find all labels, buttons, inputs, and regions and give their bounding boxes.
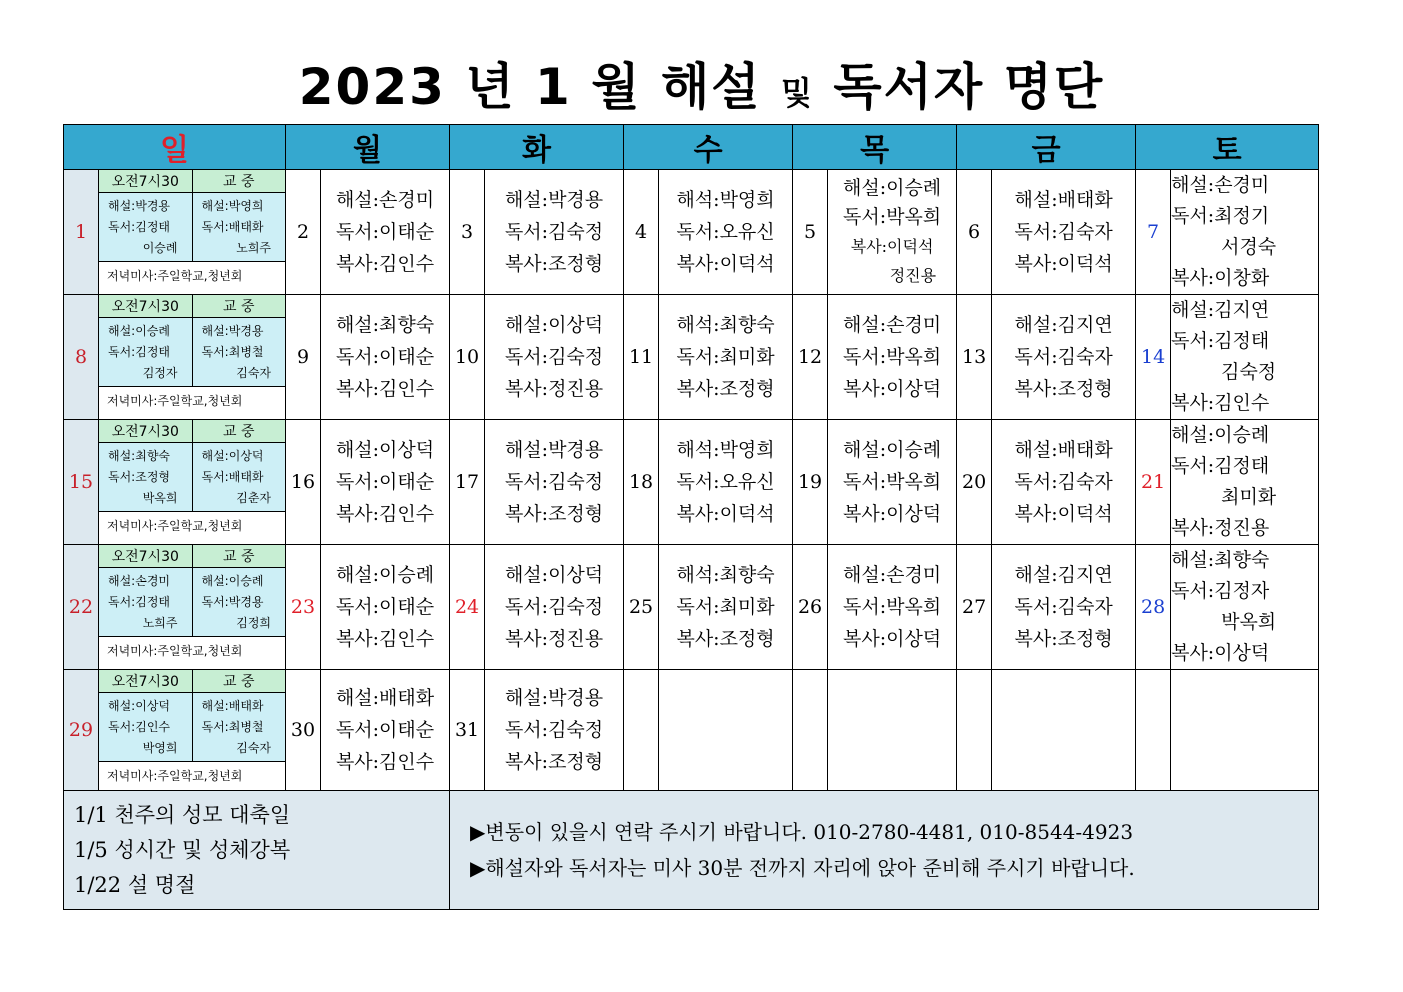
assign-extra: 박옥희 [142, 490, 178, 505]
evening-mass: 저녁미사:주일학교,청년회 [99, 512, 285, 539]
day-assignments [659, 295, 793, 420]
assignment-line: 해석:최향숙 [676, 314, 775, 336]
saturday-assignments [1171, 670, 1319, 791]
day-assignments [485, 420, 624, 545]
assignment-line: 복사:이상덕 [842, 378, 942, 400]
day-date: 23 [286, 545, 321, 670]
day-assignments [992, 545, 1136, 670]
day-assignments [321, 670, 450, 791]
day-assignments [321, 545, 450, 670]
feast-note: 1/22 설 명절 [74, 872, 196, 897]
assignment-line: 복사:이상덕 [1171, 642, 1270, 664]
assignment-line: 독서:김숙자 [1014, 346, 1113, 368]
assign-line: 독서:최병철 [201, 719, 264, 734]
assign-extra: 노희주 [236, 240, 272, 255]
day-date: 13 [957, 295, 992, 420]
assignment-line: 복사:조정형 [676, 628, 775, 650]
day-date: 25 [624, 545, 659, 670]
day-assignments [659, 545, 793, 670]
assignment-line: 복사:이덕석 [676, 503, 775, 525]
day-date: 30 [286, 670, 321, 791]
mass-assign-a [99, 693, 192, 762]
assignment-line: 복사:조정형 [1014, 378, 1113, 400]
assign-line: 해설:이승례 [108, 323, 171, 338]
day-date [624, 670, 659, 791]
day-date: 3 [450, 170, 485, 295]
assignment-line: 해설:손경미 [335, 189, 435, 211]
day-assignments [992, 670, 1136, 791]
assignment-line: 해설:배태화 [1014, 189, 1113, 211]
assign-line: 독서:배태화 [201, 469, 264, 484]
assignment-line: 복사:김인수 [335, 253, 435, 275]
mass-assign-a [99, 568, 192, 637]
sunday-date: 22 [64, 545, 99, 670]
assignment-line: 해설:이상덕 [504, 314, 604, 336]
assignment-line: 복사:조정형 [504, 503, 604, 525]
day-assignments [485, 545, 624, 670]
day-assignments [992, 170, 1136, 295]
week-row [64, 170, 1319, 295]
header-sunday: 일 [64, 125, 286, 170]
assignment-line: 해석:박영희 [676, 189, 775, 211]
assignment-line: 독서:김정태 [1171, 455, 1270, 477]
assignment-line: 복사:조정형 [676, 378, 775, 400]
day-date: 17 [450, 420, 485, 545]
assignment-line: 독서:오유신 [676, 221, 775, 243]
assignment-line: 해설:손경미 [842, 314, 942, 336]
morning-mass-time: 오전7시30 [99, 295, 192, 318]
mass-assign-a [99, 193, 192, 262]
evening-mass: 저녁미사:주일학교,청년회 [99, 762, 285, 789]
day-assignments [321, 420, 450, 545]
week-row [64, 420, 1319, 545]
schedule-table [63, 124, 1319, 910]
day-date: 5 [793, 170, 828, 295]
assign-line: 독서:조정형 [108, 469, 171, 484]
day-assignments [485, 170, 624, 295]
assign-line: 해설:이승례 [201, 573, 264, 588]
assignment-line: 해설:배태화 [1014, 439, 1113, 461]
sunday-mass-box [99, 545, 286, 670]
assignment-line: 독서:최미화 [676, 346, 775, 368]
mass-assign-b [192, 443, 285, 512]
sunday-date: 29 [64, 670, 99, 791]
assignment-line: 독서:최미화 [676, 596, 775, 618]
assignment-line: 복사:김인수 [335, 628, 435, 650]
assignment-line: 해설:손경미 [842, 564, 942, 586]
assign-line: 해설:박경용 [108, 198, 171, 213]
assignment-line: 해설:손경미 [1171, 174, 1270, 196]
assignment-line: 복사:이상덕 [842, 628, 942, 650]
day-date: 2 [286, 170, 321, 295]
saturday-date: 28 [1136, 545, 1171, 670]
sunday-mass-box [99, 420, 286, 545]
day-assignments [992, 295, 1136, 420]
day-date: 24 [450, 545, 485, 670]
assign-extra: 김숙자 [236, 740, 272, 755]
title-part1: 2023 년 1 월 해설 [298, 58, 762, 116]
saturday-assignments [1171, 295, 1319, 420]
week-row [64, 295, 1319, 420]
assign-line: 독서:김정태 [108, 594, 171, 609]
assignment-line: 해설:이승례 [335, 564, 435, 586]
assignment-line: 해설:이승례 [842, 177, 942, 199]
day-assignments [659, 420, 793, 545]
saturday-date: 7 [1136, 170, 1171, 295]
page-title [0, 52, 1403, 122]
assignment-line: 해설:이승례 [1171, 424, 1270, 446]
assign-extra: 김춘자 [236, 490, 272, 505]
mass-assign-b [192, 193, 285, 262]
assign-line: 독서:김정태 [108, 344, 171, 359]
assign-line: 해설:배태화 [201, 698, 264, 713]
mass-assign-a [99, 443, 192, 512]
sunday-mass-box [99, 170, 286, 295]
assignment-line: 독서:김숙정 [504, 471, 604, 493]
sunday-mass-table [99, 295, 285, 413]
day-assignments [321, 170, 450, 295]
assignment-line: 복사:이덕석 [1014, 503, 1113, 525]
assign-line: 해설:박경용 [201, 323, 264, 338]
day-date [793, 670, 828, 791]
assign-line: 독서:박경용 [201, 594, 264, 609]
assignment-line: 독서:김숙자 [1014, 471, 1113, 493]
mass-group: 교 중 [192, 170, 285, 193]
mass-assign-a [99, 318, 192, 387]
assignment-line: 독서:최정기 [1171, 205, 1270, 227]
assignment-line: 독서:이태순 [335, 596, 435, 618]
notice-line: ▶변동이 있을시 연락 주시기 바랍니다. 010-2780-4481, 010-8544-4923 [470, 820, 1134, 844]
day-assignments [828, 420, 957, 545]
sunday-date: 8 [64, 295, 99, 420]
assignment-line: 독서:김정태 [1171, 330, 1270, 352]
sunday-mass-box [99, 670, 286, 791]
sunday-date: 15 [64, 420, 99, 545]
assignment-line: 독서:박옥희 [842, 346, 942, 368]
assign-line: 해설:이상덕 [201, 448, 264, 463]
assignment-line: 복사:조정형 [504, 253, 604, 275]
feast-note: 1/5 성시간 및 성체강복 [74, 837, 291, 862]
assignment-line: 복사:이덕석 [850, 237, 934, 256]
day-assignments [992, 420, 1136, 545]
week-row [64, 545, 1319, 670]
assignment-line: 독서:김정자 [1171, 580, 1270, 602]
saturday-date: 21 [1136, 420, 1171, 545]
assignment-line: 복사:이창화 [1171, 267, 1270, 289]
day-assignments [828, 170, 957, 295]
header-row [64, 125, 1319, 170]
day-assignments [321, 295, 450, 420]
assign-line: 독서:김인수 [108, 719, 171, 734]
evening-mass: 저녁미사:주일학교,청년회 [99, 262, 285, 289]
mass-group: 교 중 [192, 295, 285, 318]
assignment-line: 복사:정진용 [1171, 517, 1270, 539]
assignment-line: 복사:조정형 [504, 751, 604, 773]
assign-line: 해설:손경미 [108, 573, 171, 588]
assign-line: 독서:최병철 [201, 344, 264, 359]
title-part2: 및 [780, 74, 814, 112]
assignment-line: 해석:최향숙 [676, 564, 775, 586]
assignment-line: 복사:김인수 [335, 378, 435, 400]
assignment-line: 복사:이덕석 [1014, 253, 1113, 275]
day-assignments [828, 545, 957, 670]
mass-assign-b [192, 318, 285, 387]
title-part3: 독서자 명단 [833, 58, 1105, 116]
assignment-line: 해설:최향숙 [335, 314, 435, 336]
assignment-line: 복사:이상덕 [842, 503, 942, 525]
header-tuesday: 화 [450, 125, 624, 170]
assign-line: 독서:김정태 [108, 219, 171, 234]
day-assignments [828, 670, 957, 791]
footer-notices [450, 791, 1319, 910]
assign-extra: 노희주 [142, 615, 178, 630]
assignment-line: 해설:박경용 [504, 687, 604, 709]
assignment-line: 복사:조정형 [1014, 628, 1113, 650]
day-date [957, 670, 992, 791]
day-date: 20 [957, 420, 992, 545]
sunday-date: 1 [64, 170, 99, 295]
morning-mass-time: 오전7시30 [99, 545, 192, 568]
mass-group: 교 중 [192, 670, 285, 693]
day-date: 26 [793, 545, 828, 670]
assignment-line: 독서:이태순 [335, 719, 435, 741]
morning-mass-time: 오전7시30 [99, 670, 192, 693]
day-assignments [828, 295, 957, 420]
assignment-line: 복사:김인수 [335, 751, 435, 773]
day-assignments [485, 295, 624, 420]
assign-line: 해설:박영희 [201, 198, 264, 213]
day-assignments [659, 170, 793, 295]
day-date: 19 [793, 420, 828, 545]
footer-notes [64, 791, 450, 910]
assignment-line: 해설:이상덕 [335, 439, 435, 461]
day-assignments [659, 670, 793, 791]
saturday-date [1136, 670, 1171, 791]
week-row [64, 670, 1319, 791]
day-date: 9 [286, 295, 321, 420]
assignment-line: 해설:박경용 [504, 439, 604, 461]
saturday-assignments [1171, 420, 1319, 545]
assignment-line: 해석:박영희 [676, 439, 775, 461]
assignment-line: 복사:김인수 [1171, 392, 1270, 414]
mass-assign-b [192, 693, 285, 762]
assignment-line: 독서:박옥희 [842, 206, 942, 228]
assignment-line: 정진용 [889, 266, 937, 285]
assignment-line: 김숙정 [1221, 361, 1277, 383]
morning-mass-time: 오전7시30 [99, 170, 192, 193]
assignment-line: 해설:김지연 [1171, 299, 1270, 321]
day-date: 16 [286, 420, 321, 545]
sunday-mass-table [99, 545, 285, 663]
assign-extra: 김정자 [142, 365, 178, 380]
day-date: 11 [624, 295, 659, 420]
assignment-line: 독서:이태순 [335, 221, 435, 243]
assignment-line: 최미화 [1221, 486, 1277, 508]
evening-mass: 저녁미사:주일학교,청년회 [99, 637, 285, 664]
feast-note: 1/1 천주의 성모 대축일 [74, 802, 291, 827]
notice-line: ▶해설자와 독서자는 미사 30분 전까지 자리에 앉아 준비해 주시기 바랍니다. [470, 856, 1135, 880]
assignment-line: 독서:이태순 [335, 346, 435, 368]
assign-extra: 김숙자 [236, 365, 272, 380]
assignment-line: 복사:이덕석 [676, 253, 775, 275]
assign-line: 독서:배태화 [201, 219, 264, 234]
assignment-line: 독서:박옥희 [842, 471, 942, 493]
day-date: 31 [450, 670, 485, 791]
assignment-line: 독서:김숙정 [504, 346, 604, 368]
assignment-line: 복사:정진용 [504, 628, 604, 650]
day-date: 6 [957, 170, 992, 295]
assignment-line: 독서:박옥희 [842, 596, 942, 618]
header-monday: 월 [286, 125, 450, 170]
sunday-mass-table [99, 170, 285, 288]
assignment-line: 복사:정진용 [504, 378, 604, 400]
assignment-line: 독서:김숙정 [504, 221, 604, 243]
assignment-line: 독서:이태순 [335, 471, 435, 493]
header-saturday: 토 [1136, 125, 1319, 170]
assignment-line: 해설:최향숙 [1171, 549, 1270, 571]
assignment-line: 독서:김숙자 [1014, 596, 1113, 618]
assign-line: 해설:이상덕 [108, 698, 171, 713]
assign-extra: 이승례 [142, 240, 178, 255]
assignment-line: 독서:김숙자 [1014, 221, 1113, 243]
day-date: 4 [624, 170, 659, 295]
sunday-mass-table [99, 670, 285, 788]
assignment-line: 해설:이승례 [842, 439, 942, 461]
assign-extra: 김정희 [236, 615, 272, 630]
saturday-assignments [1171, 545, 1319, 670]
assignment-line: 서경숙 [1221, 236, 1277, 258]
assignment-line: 해설:박경용 [504, 189, 604, 211]
saturday-date: 14 [1136, 295, 1171, 420]
assignment-line: 해설:이상덕 [504, 564, 604, 586]
sunday-mass-box [99, 295, 286, 420]
assignment-line: 독서:오유신 [676, 471, 775, 493]
header-friday: 금 [957, 125, 1136, 170]
footer-row [64, 791, 1319, 910]
header-thursday: 목 [793, 125, 957, 170]
day-date: 10 [450, 295, 485, 420]
assignment-line: 독서:김숙정 [504, 719, 604, 741]
assignment-line: 해설:김지연 [1014, 564, 1113, 586]
assign-line: 해설:최향숙 [108, 448, 171, 463]
assignment-line: 독서:김숙정 [504, 596, 604, 618]
day-assignments [485, 670, 624, 791]
assignment-line: 해설:배태화 [335, 687, 435, 709]
mass-assign-b [192, 568, 285, 637]
evening-mass: 저녁미사:주일학교,청년회 [99, 387, 285, 414]
assignment-line: 해설:김지연 [1014, 314, 1113, 336]
day-date: 27 [957, 545, 992, 670]
mass-group: 교 중 [192, 420, 285, 443]
assign-extra: 박영희 [142, 740, 178, 755]
day-date: 12 [793, 295, 828, 420]
morning-mass-time: 오전7시30 [99, 420, 192, 443]
saturday-assignments [1171, 170, 1319, 295]
assignment-line: 복사:김인수 [335, 503, 435, 525]
header-wednesday: 수 [624, 125, 793, 170]
mass-group: 교 중 [192, 545, 285, 568]
assignment-line: 박옥희 [1221, 611, 1277, 633]
day-date: 18 [624, 420, 659, 545]
sunday-mass-table [99, 420, 285, 538]
